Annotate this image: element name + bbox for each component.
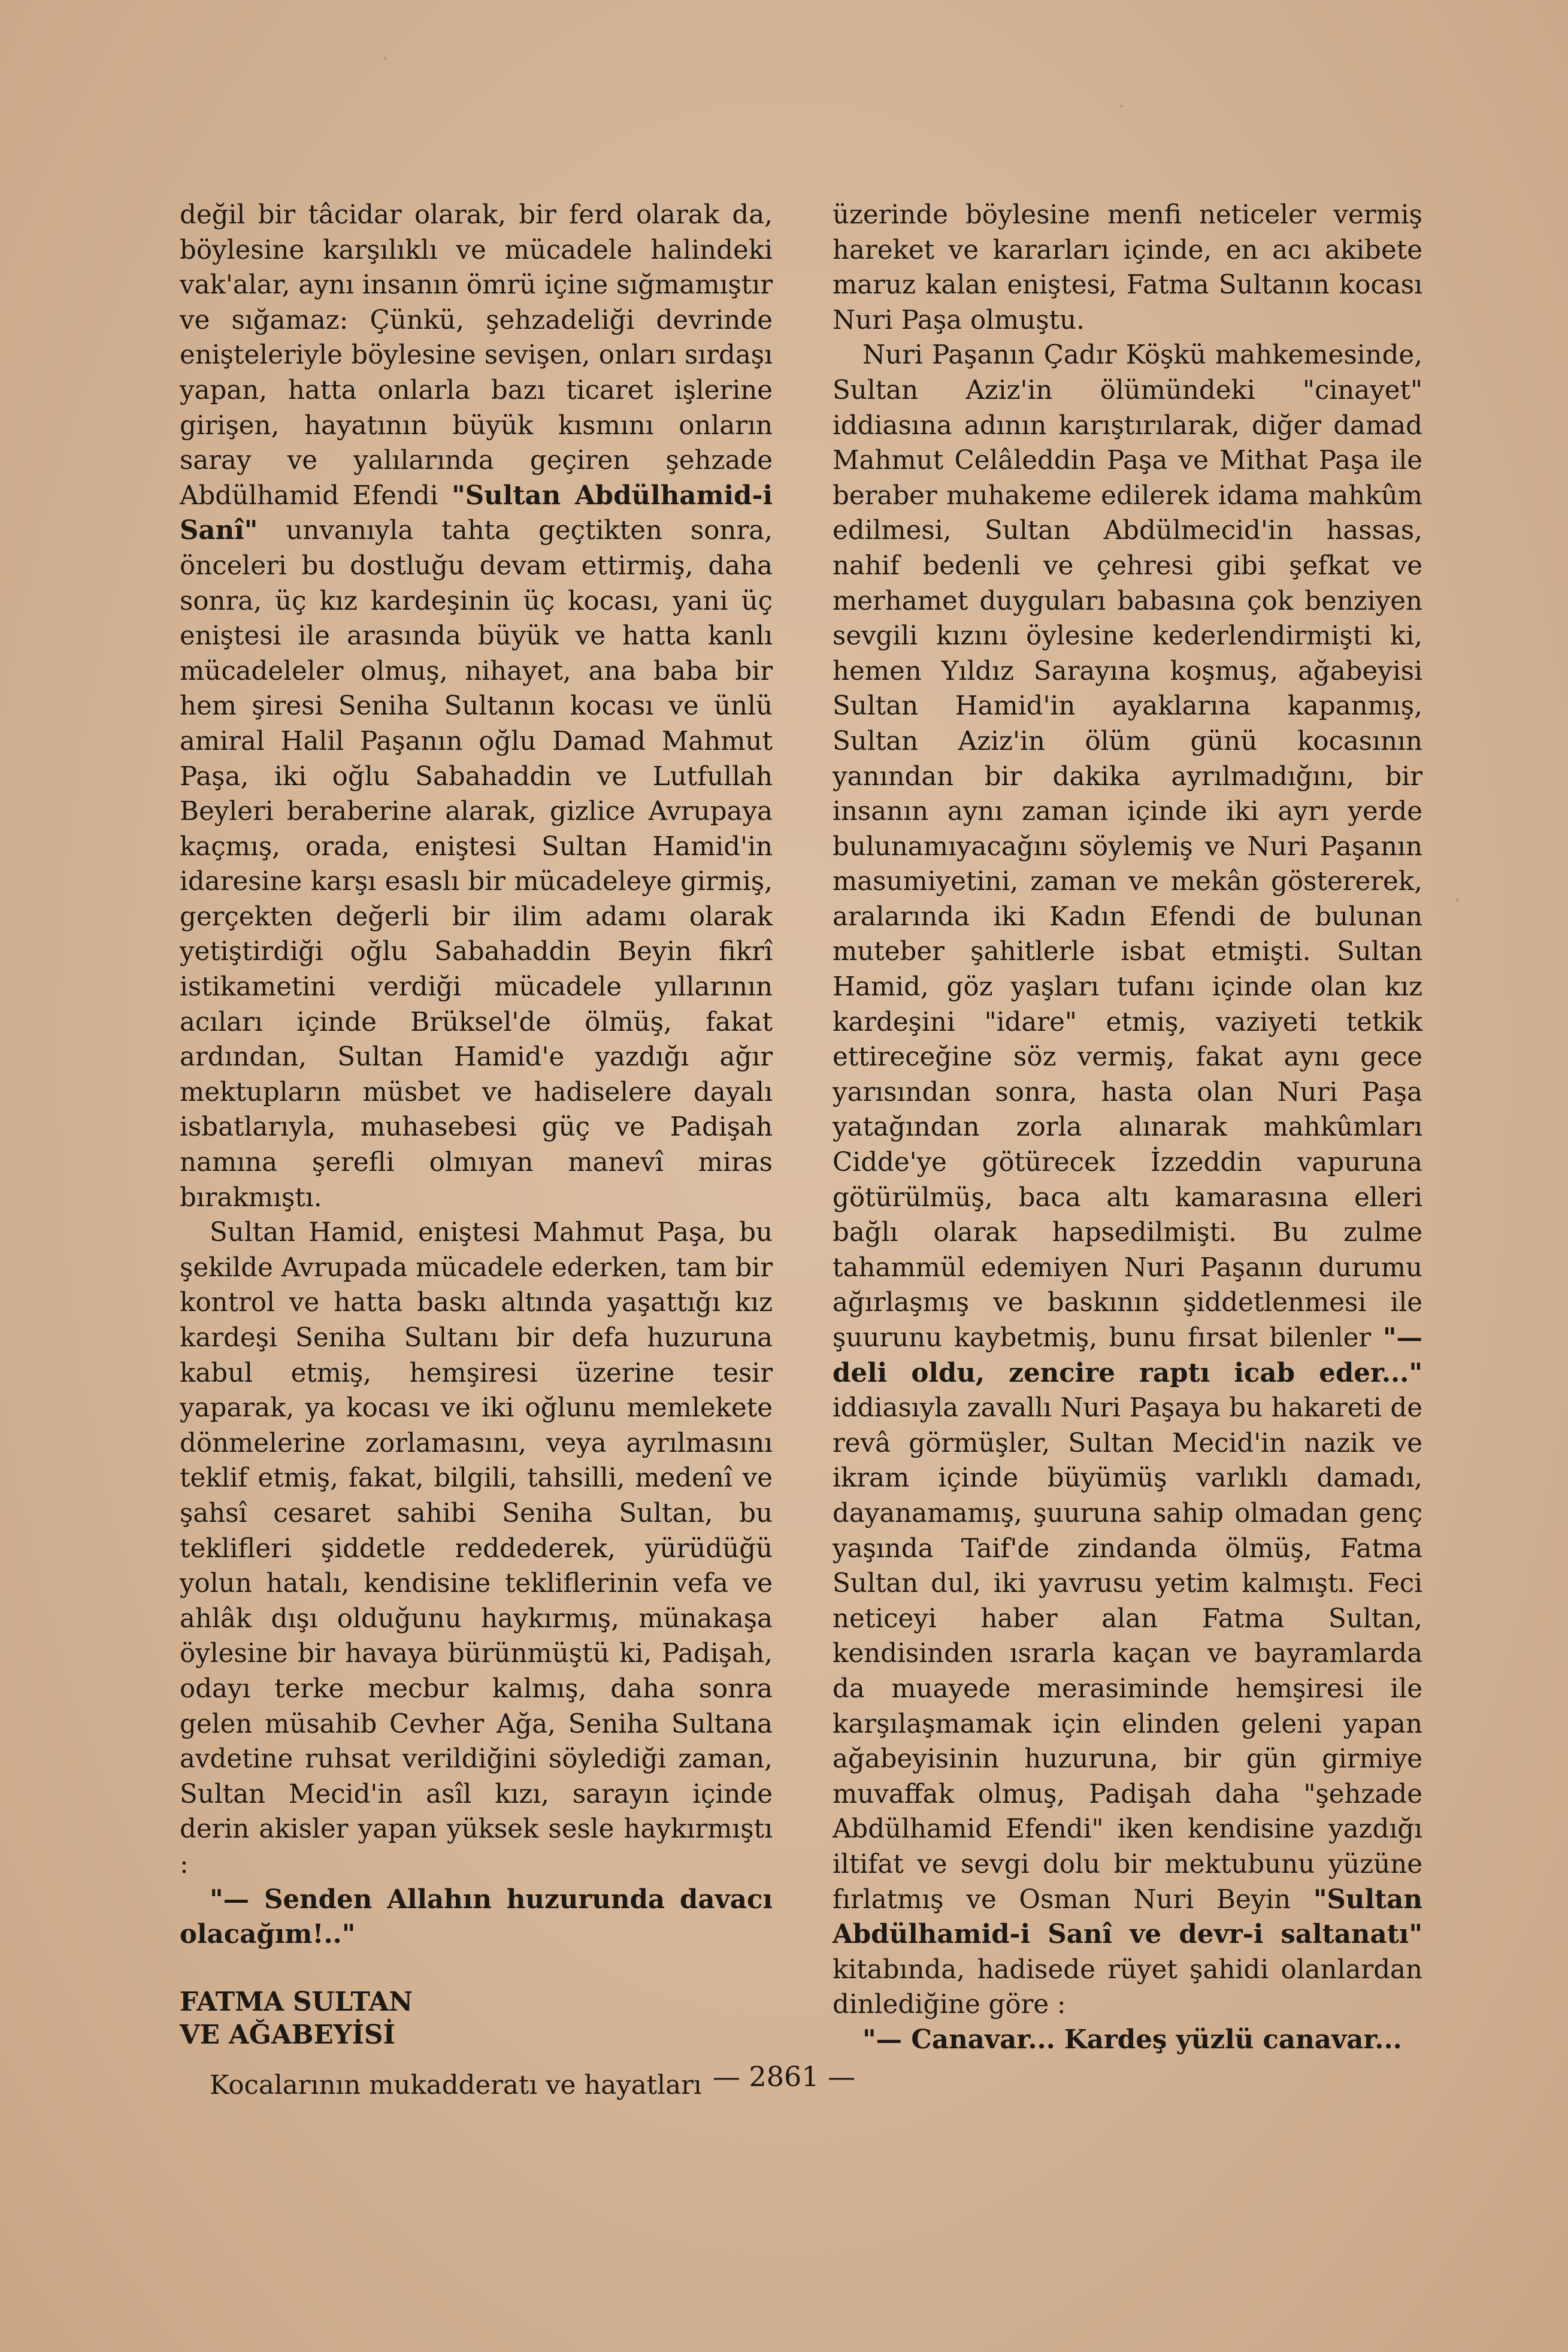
left-paragraph-1: [180, 198, 773, 1215]
section-heading: [180, 1985, 773, 2051]
left-paragraph-2: Sultan Hamid, eniştesi Mahmut Paşa, bu şekilde Avrupada mücadele ederken, tam bir kontrol ve hatta baskı altında yaşattığı kız kardeşi Seniha Sultanı bir defa huzuruna kabul etmiş, hemşiresi üzerine tesir yaparak, ya kocası ve iki oğlunu memlekete dönmelerine zorlamasını, veya ayrılmasını teklif etmiş, fakat, bilgili, tahsilli, medenî ve şahsî cesaret sahibi Seniha Sultan, bu teklifleri şiddetle reddederek, yürüdüğü yolun hatalı, kendisine tekliflerinin vefa ve ahlâk dışı olduğunu haykırmış, münakaşa öylesine bir havaya bürünmüştü ki, Padişah, odayı terke mecbur kalmış, daha sonra gelen müsahib Cevher Ağa, Seniha Sultana avdetine ruhsat verildiğini söylediği zaman, Sultan Mecid'in asîl kızı, sarayın içinde derin akisler yapan yüksek sesle haykırmıştı :: [180, 1218, 773, 1879]
right-column: [833, 198, 1422, 2057]
left-paragraph-1-text: değil bir tâcidar olarak, bir ferd olarak da, böylesine karşılıklı ve mücadele halindeki vak'alar, aynı insanın ömrü içine sığmamıştır ve sığamaz: Çünkü, şehzadeliği devrinde enişteleriyle böylesine sevişen, onları sırdaşı yapan, hatta onlarla bazı ticaret işlerine girişen, hayatının büyük kısmını onların saray ve yalılarında geçiren şehzade Abdülhamid Efendi: [180, 200, 773, 511]
section-heading-line-2: VE AĞABEYİSİ: [180, 2019, 395, 2050]
left-paragraph-1-title: "Sultan Abdülhamid-i Sanî": [180, 480, 773, 546]
right-paragraph-2: [833, 338, 1422, 2023]
left-paragraph-3: Kocalarının mukadderatı ve hayatları: [210, 2070, 702, 2100]
right-paragraph-2-text-c: kitabında, hadisede rüyet şahidi olanlardan dinlediğine göre :: [833, 1954, 1422, 2020]
paper-speck: [383, 57, 387, 60]
right-paragraph-2-text-b: iddiasıyla zavallı Nuri Paşaya bu hakareti de revâ görmüşler, Sultan Mecid'in nazik ve ikram içinde büyümüş varlıklı damadı, dayanamamış, şuuruna sahip olmadan genç yaşında Taif'de zindanda ölmüş, Fatma Sultan dul, iki yavrusu yetim kalmıştı. Feci neticeyi haber alan Fatma Sultan, kendisinden ısrarla kaçan ve bayramlarda da muayede merasiminde hemşiresi ile karşılaşmamak için elinden geleni yapan ağabeyisinin huzuruna, bir gün girmiye muvaffak olmuş, Padişah daha "şehzade Abdülhamid Efendi" iken kendisine yazdığı iltifat ve sevgi dolu bir mektubunu yüzüne fırlatmış ve Osman Nuri Beyin: [833, 1393, 1422, 1915]
left-quote: "— Senden Allahın huzurunda davacı olacağım!..": [180, 1884, 773, 1950]
page-number: — 2861 —: [712, 2060, 856, 2093]
left-column: [180, 198, 773, 2103]
left-paragraph-1-rest: unvanıyla tahta geçtikten sonra, önceleri bu dostluğu devam ettirmiş, daha sonra, üç kız kardeşinin üç kocası, yani üç eniştesi ile arasında büyük ve hatta kanlı mücadeleler olmuş, nihayet, ana baba bir hem şiresi Seniha Sultanın kocası ve ünlü amiral Halil Paşanın oğlu Damad Mahmut Paşa, iki oğlu Sabahaddin ve Lutfullah Beyleri beraberine alarak, gizlice Avrupaya kaçmış, orada, eniştesi Sultan Hamid'in idaresine karşı esaslı bir mücadeleye girmiş, gerçekten değerli bir ilim adamı olarak yetiştirdiği oğlu Sabahaddin Beyin fikrî istikametini verdiği mücadele yıllarının acıları içinde Brüksel'de ölmüş, fakat ardından, Sultan Hamid'e yazdığı ağır mektupların müsbet ve hadiselere dayalı isbatlarıyla, muhasebesi güç ve Padişah namına şerefli olmıyan manevî miras bırakmıştı.: [180, 516, 773, 1213]
paper-speck: [1120, 105, 1123, 108]
paper-speck: [1455, 898, 1459, 902]
right-paragraph-1: üzerinde böylesine menfi neticeler vermiş hareket ve kararları içinde, en acı akibete maruz kalan eniştesi, Fatma Sultanın kocası Nuri Paşa olmuştu.: [833, 200, 1422, 335]
section-heading-line-1: FATMA SULTAN: [180, 1986, 413, 2017]
right-quote: "— Canavar... Kardeş yüzlü canavar...: [862, 2024, 1402, 2055]
right-paragraph-2-book-title: "Sultan Abdülhamid-i Sanî ve devr-i saltanatı": [833, 1884, 1422, 1950]
right-paragraph-2-text-a: Nuri Paşanın Çadır Köşkü mahkemesinde, Sultan Aziz'in ölümündeki "cinayet" iddiasına adının karıştırılarak, diğer damad Mahmut Celâleddin Paşa ve Mithat Paşa ile beraber muhakeme edilerek idama mahkûm edilmesi, Sultan Abdülmecid'in hassas, nahif bedenli ve çehresi gibi şefkat ve merhamet duyguları babasına çok benziyen sevgili kızını öylesine kederlendirmişti ki, hemen Yıldız Sarayına koşmuş, ağabeyisi Sultan Hamid'in ayaklarına kapanmış, Sultan Aziz'in ölüm günü kocasının yanından bir dakika ayrılmadığını, bir insanın aynı zaman içinde iki ayrı yerde bulunamıyacağını söylemiş ve Nuri Paşanın masumiyetini, zaman ve mekân göstererek, aralarında iki Kadın Efendi de bulunan muteber şahitlerle isbat etmişti. Sultan Hamid, göz yaşları tufanı içinde olan kız kardeşini "idare" etmiş, vaziyeti tetkik ettireceğine söz vermiş, fakat aynı gece yarısından sonra, hasta olan Nuri Paşa yatağından zorla alınarak mahkûmları Cidde'ye götürecek İzzeddin vapuruna götürülmüş, baca altı kamarasına elleri bağlı olarak hapsedilmişti. Bu zulme tahammül edemiyen Nuri Paşanın durumu ağırlaşmış ve baskının şiddetlenmesi ile şuurunu kaybetmiş, bunu fırsat bilenler: [833, 340, 1422, 1353]
right-paragraph-2-quote: "— deli oldu, zencire raptı icab eder...": [833, 1322, 1423, 1388]
